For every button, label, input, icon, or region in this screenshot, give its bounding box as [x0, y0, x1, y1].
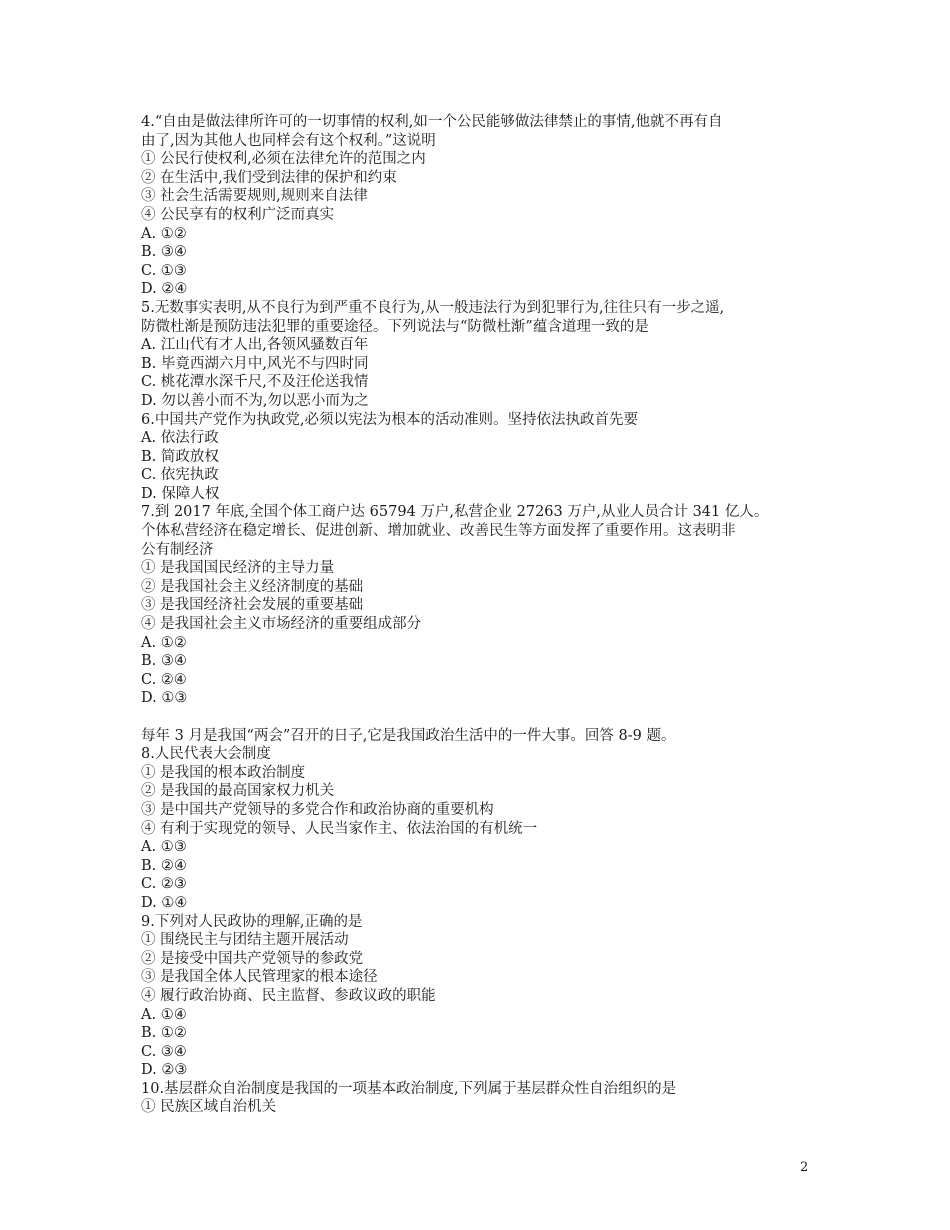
- question-6: [141, 411, 841, 504]
- statement: ③ 是我国经济社会发展的重要基础: [141, 597, 364, 614]
- statement: ③ 是我国全体人民管理家的根本途径: [141, 969, 378, 986]
- question-stem-line: 6.中国共产党作为执政党,必须以宪法为根本的活动准则。坚持依法执政首先要: [141, 411, 638, 428]
- answer-option: A. ①②: [141, 225, 187, 242]
- statement: ② 是我国的最高国家权力机关: [141, 783, 335, 800]
- question-stem-line: 9.下列对人民政协的理解,正确的是: [141, 913, 363, 930]
- answer-option: D. 勿以善小而不为,勿以恶小而为之: [141, 392, 369, 409]
- answer-option: C. ③④: [141, 1043, 187, 1060]
- document-body: [141, 113, 841, 1117]
- answer-option: B. 简政放权: [141, 448, 219, 465]
- statement: ① 是我国国民经济的主导力量: [141, 560, 335, 577]
- question-stem-line: 8.人民代表大会制度: [141, 746, 271, 763]
- question-stem-line: 5.无数事实表明,从不良行为到严重不良行为,从一般违法行为到犯罪行为,往往只有一步之遥,: [141, 299, 725, 316]
- question-10: [141, 1080, 841, 1117]
- statement: ④ 公民享有的权利广泛而真实: [141, 206, 335, 223]
- answer-option: B. ③④: [141, 244, 187, 261]
- question-stem-line: 4.“自由是做法律所许可的一切事情的权利,如一个公民能够做法律禁止的事情,他就不再有自: [141, 114, 723, 130]
- answer-option: A. ①③: [141, 839, 187, 856]
- statement: ① 围绕民主与团结主题开展活动: [141, 932, 349, 949]
- section-intro: 每年 3 月是我国“两会”召开的日子,它是我国政治生活中的一件大事。回答 8-9 题。: [141, 727, 676, 744]
- statement: ③ 是中国共产党领导的多党合作和政治协商的重要机构: [141, 801, 494, 818]
- answer-option: D. ②③: [141, 1062, 188, 1079]
- statement: ④ 履行政治协商、民主监督、参政议政的职能: [141, 987, 436, 1004]
- answer-option: B. ②④: [141, 857, 187, 874]
- answer-option: B. ①②: [141, 1025, 187, 1042]
- answer-option: C. 桃花潭水深千尺,不及汪伦送我情: [141, 374, 369, 391]
- question-stem-line: 7.到 2017 年底,全国个体工商户达 65794 万户,私营企业 27263 万户,从业人员合计 341 亿人。: [141, 504, 769, 521]
- answer-option: A. ①②: [141, 634, 187, 651]
- question-8: [141, 745, 841, 912]
- question-7: [141, 503, 841, 708]
- question-stem-line: 防微杜渐是预防违法犯罪的重要途径。下列说法与“防微杜渐”蕴含道理一致的是: [141, 318, 649, 335]
- question-stem-line: 个体私营经济在稳定增长、促进创新、增加就业、改善民生等方面发挥了重要作用。这表明非: [141, 523, 736, 540]
- statement: ② 是接受中国共产党领导的参政党: [141, 950, 364, 967]
- question-4: [141, 113, 841, 299]
- answer-option: B. 毕竟西湖六月中,风光不与四时同: [141, 355, 369, 372]
- answer-option: A. 江山代有才人出,各领风骚数百年: [141, 337, 369, 354]
- answer-option: D. ①③: [141, 690, 188, 707]
- answer-option: A. ①④: [141, 1006, 187, 1023]
- question-5: [141, 299, 841, 411]
- answer-option: C. ②③: [141, 876, 187, 893]
- question-stem-line: 10.基层群众自治制度是我国的一项基本政治制度,下列属于基层群众性自治组织的是: [141, 1080, 677, 1097]
- statement: ④ 有利于实现党的领导、人民当家作主、依法治国的有机统一: [141, 820, 538, 837]
- statement: ① 民族区域自治机关: [141, 1099, 277, 1116]
- answer-option: D. ②④: [141, 281, 188, 298]
- statement: ② 在生活中,我们受到法律的保护和约束: [141, 169, 397, 186]
- answer-option: A. 依法行政: [141, 430, 219, 447]
- answer-option: B. ③④: [141, 653, 187, 670]
- answer-option: C. 依宪执政: [141, 467, 219, 484]
- statement: ② 是我国社会主义经济制度的基础: [141, 578, 364, 595]
- statement: ③ 社会生活需要规则,规则来自法律: [141, 188, 368, 205]
- answer-option: D. 保障人权: [141, 485, 220, 502]
- statement: ① 是我国的根本政治制度: [141, 764, 306, 781]
- question-9: [141, 913, 841, 1080]
- question-stem-line: 由了,因为其他人也同样会有这个权利。”这说明: [141, 132, 436, 149]
- answer-option: C. ①③: [141, 262, 187, 279]
- statement: ① 公民行使权利,必须在法律允许的范围之内: [141, 151, 426, 168]
- blank-line: [141, 708, 841, 727]
- question-stem-line: 公有制经济: [141, 541, 214, 558]
- answer-option: C. ②④: [141, 671, 187, 688]
- statement: ④ 是我国社会主义市场经济的重要组成部分: [141, 616, 422, 633]
- page-number: 2: [800, 1160, 809, 1175]
- answer-option: D. ①④: [141, 894, 188, 911]
